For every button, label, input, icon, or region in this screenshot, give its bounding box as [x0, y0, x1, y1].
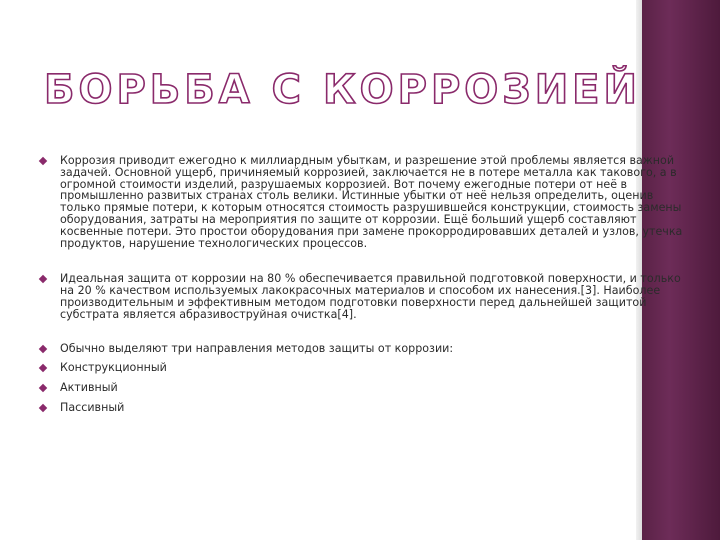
diamond-bullet-icon: [39, 275, 47, 283]
bullet-text: Идеальная защита от коррозии на 80 % обеспечивается правильной подготовкой поверхности, и только на 20 % качеством используемых лакокрасочных материалов и способом их нанесения.[3]. Наиболее производительным и эффективным методом подготовки поверхности перед дальнейшей защитой субстрата является абразивоструйная очистка[4].: [60, 272, 681, 321]
bullet-text: Коррозия приводит ежегодно к миллиардным убыткам, и разрешение этой проблемы является важной задачей. Основной ущерб, причиняемый коррозией, заключается не в потере металла как такового, а в огромной стоимости изделий, разрушаемых коррозией. Вот почему ежегодные потери от неё в промышленно развитых странах столь велики. Истинные убытки от неё нельзя определить, оценив только прямые потери, к которым относятся стоимость разрушившейся конструкции, стоимость замены оборудования, затраты на мероприятия по защите от коррозии. Ещё больший ущерб составляют косвенные потери. Это простои оборудования при замене прокорродировавших деталей и узлов, утечка продуктов, нарушение технологических процессов.: [60, 154, 683, 250]
diamond-bullet-icon: [39, 364, 47, 372]
diamond-bullet-icon: [39, 344, 47, 352]
bullet-item-6: [40, 402, 690, 414]
slide-title: БОРЬБА С КОРРОЗИЕЙ: [44, 67, 641, 113]
diamond-bullet-icon: [39, 157, 47, 165]
bullet-item-4: [40, 362, 690, 374]
bullet-item-3: [40, 343, 690, 355]
bullet-item-2: [40, 273, 690, 320]
bullet-list: [40, 155, 690, 414]
diamond-bullet-icon: [39, 384, 47, 392]
bullet-text: Обычно выделяют три направления методов защиты от коррозии:: [60, 341, 454, 355]
bullet-text: Активный: [60, 381, 118, 395]
bullet-item-1: [40, 155, 690, 249]
bullet-text: Пассивный: [60, 400, 125, 414]
bullet-item-5: [40, 382, 690, 394]
bullet-text: Конструкционный: [60, 361, 167, 375]
diamond-bullet-icon: [39, 404, 47, 412]
